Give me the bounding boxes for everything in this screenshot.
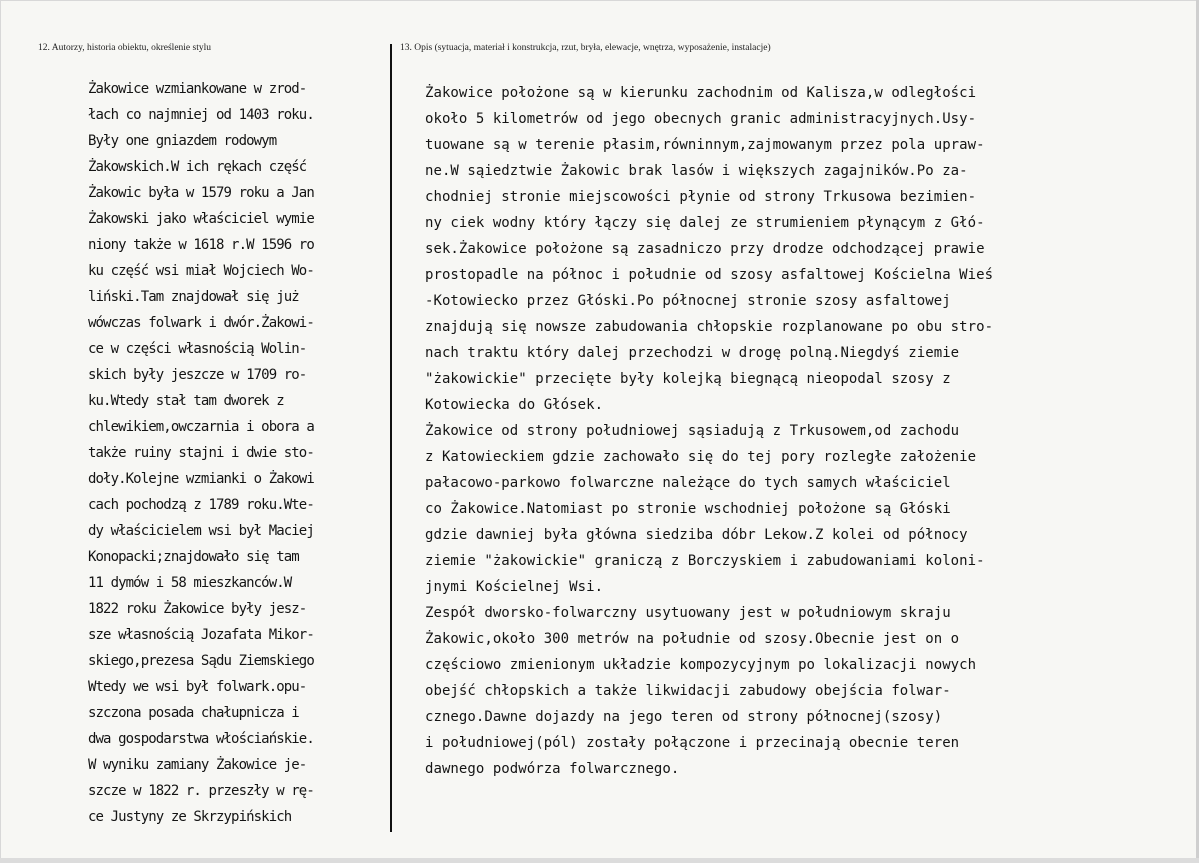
- description-text-line: obejść chłopskich a także likwidacji zabudowy obejścia folwar-: [425, 683, 951, 699]
- description-text-line: chodniej stronie miejscowości płynie od strony Trkusowa bezimien-: [425, 189, 977, 205]
- history-text-line: Były one gniazdem rodowym: [88, 133, 277, 149]
- description-text-line: ny ciek wodny który łączy się dalej ze strumieniem płynącym z Głó-: [425, 215, 985, 231]
- description-text-line: częściowo zmienionym układzie kompozycyjnym po lokalizacji nowych: [425, 657, 977, 673]
- history-text-line: ce Justyny ze Skrzypińskich: [88, 809, 292, 825]
- history-text-line: Konopacki;znajdowało się tam: [88, 549, 299, 565]
- description-text-line: Żakowic,około 300 metrów na południe od szosy.Obecnie jest on o: [425, 631, 960, 647]
- history-text-line: ku część wsi miał Wojciech Wo-: [88, 263, 314, 279]
- description-text-column: [425, 80, 993, 782]
- description-text-line: około 5 kilometrów od jego obecnych granic administracyjnych.Usy-: [425, 111, 977, 127]
- description-text-line: jnymi Kościelnej Wsi.: [425, 579, 604, 595]
- history-text-line: szczona posada chałupnicza i: [88, 705, 299, 721]
- history-text-line: 1822 roku Żakowice były jesz-: [88, 601, 307, 617]
- description-text-line: tuowane są w terenie płasim,równinnym,zajmowanym przez pola upraw-: [425, 137, 985, 153]
- description-text-line: pałacowo-parkowo folwarczne należące do tych samych właściciel: [425, 475, 951, 491]
- description-text-line: Żakowice położone są w kierunku zachodnim od Kalisza,w odległości: [425, 85, 977, 101]
- description-text-line: Żakowice od strony południowej sąsiadują z Trkusowem,od zachodu: [425, 423, 960, 439]
- description-text-line: i południowej(pól) zostały połączone i przecinają obecnie teren: [425, 735, 960, 751]
- history-text-line: ku.Wtedy stał tam dworek z: [88, 393, 284, 409]
- description-text-line: sek.Żakowice położone są zasadniczo przy drodze odchodzącej prawie: [425, 241, 985, 257]
- history-text-line: łach co najmniej od 1403 roku.: [88, 107, 314, 123]
- history-text-line: szcze w 1822 r. przeszły w rę-: [88, 783, 314, 799]
- description-text-line: ziemie "żakowickie" graniczą z Borczyskiem i zabudowaniami koloni-: [425, 553, 985, 569]
- section-12-header: 12. Autorzy, historia obiektu, określenie stylu: [38, 43, 211, 53]
- history-text-line: także ruiny stajni i dwie sto-: [88, 445, 314, 461]
- description-text-line: z Katowieckiem gdzie zachowało się do tej pory rozległe założenie: [425, 449, 977, 465]
- description-text-line: nach traktu który dalej przechodzi w drogę polną.Niegdyś ziemie: [425, 345, 960, 361]
- history-text-line: Żakowic była w 1579 roku a Jan: [88, 185, 314, 201]
- history-text-line: skiego,prezesa Sądu Ziemskiego: [88, 653, 314, 669]
- description-text-line: znajdują się nowsze zabudowania chłopskie rozplanowane po obu stro-: [425, 319, 994, 335]
- history-text-line: Żakowskich.W ich rękach część: [88, 159, 307, 175]
- description-text-line: dawnego podwórza folwarcznego.: [425, 761, 680, 777]
- description-text-line: ne.W sąiedztwie Żakowic brak lasów i większych zagajników.Po za-: [425, 163, 968, 179]
- history-text-line: niony także w 1618 r.W 1596 ro: [88, 237, 314, 253]
- description-text-line: Kotowiecka do Głósek.: [425, 397, 604, 413]
- description-text-line: Zespół dworsko-folwarczny usytuowany jest w południowym skraju: [425, 605, 951, 621]
- history-text-line: wówczas folwark i dwór.Żakowi-: [88, 315, 314, 331]
- history-text-line: dwa gospodarstwa włościańskie.: [88, 731, 314, 747]
- description-text-line: cznego.Dawne dojazdy na jego teren od strony północnej(szosy): [425, 709, 943, 725]
- description-text-line: gdzie dawniej była główna siedziba dóbr Lekow.Z kolei od północy: [425, 527, 968, 543]
- scan-edge-bottom: [0, 858, 1199, 863]
- history-text-line: ce w części własnością Wolin-: [88, 341, 307, 357]
- section-13-header: 13. Opis (sytuacja, materiał i konstrukcja, rzut, bryła, elewacje, wnętrza, wyposażenie, instalacje): [400, 43, 771, 53]
- history-text-column: [88, 76, 314, 830]
- history-text-line: sze własnością Jozafata Mikor-: [88, 627, 314, 643]
- history-text-line: chlewikiem,owczarnia i obora a: [88, 419, 314, 435]
- history-text-line: Żakowski jako właściciel wymie: [88, 211, 314, 227]
- history-text-line: Wtedy we wsi był folwark.opu-: [88, 679, 307, 695]
- history-text-line: W wyniku zamiany Żakowice je-: [88, 757, 307, 773]
- history-text-line: doły.Kolejne wzmianki o Żakowi: [88, 471, 314, 487]
- history-text-line: cach pochodzą z 1789 roku.Wte-: [88, 497, 314, 513]
- description-text-line: prostopadle na północ i południe od szosy asfaltowej Kościelna Wieś: [425, 267, 994, 283]
- history-text-line: skich były jeszcze w 1709 ro-: [88, 367, 307, 383]
- history-text-line: liński.Tam znajdował się już: [88, 289, 299, 305]
- description-text-line: co Żakowice.Natomiast po stronie wschodniej położone są Głóski: [425, 501, 951, 517]
- description-text-line: "żakowickie" przecięte były kolejką biegnącą nieopodal szosy z: [425, 371, 951, 387]
- history-text-line: Żakowice wzmiankowane w zrod-: [88, 81, 307, 97]
- description-text-line: -Kotowiecko przez Głóski.Po północnej stronie szosy asfaltowej: [425, 293, 951, 309]
- history-text-line: dy właścicielem wsi był Maciej: [88, 523, 314, 539]
- column-divider: [390, 44, 392, 832]
- history-text-line: 11 dymów i 58 mieszkanców.W: [88, 575, 292, 591]
